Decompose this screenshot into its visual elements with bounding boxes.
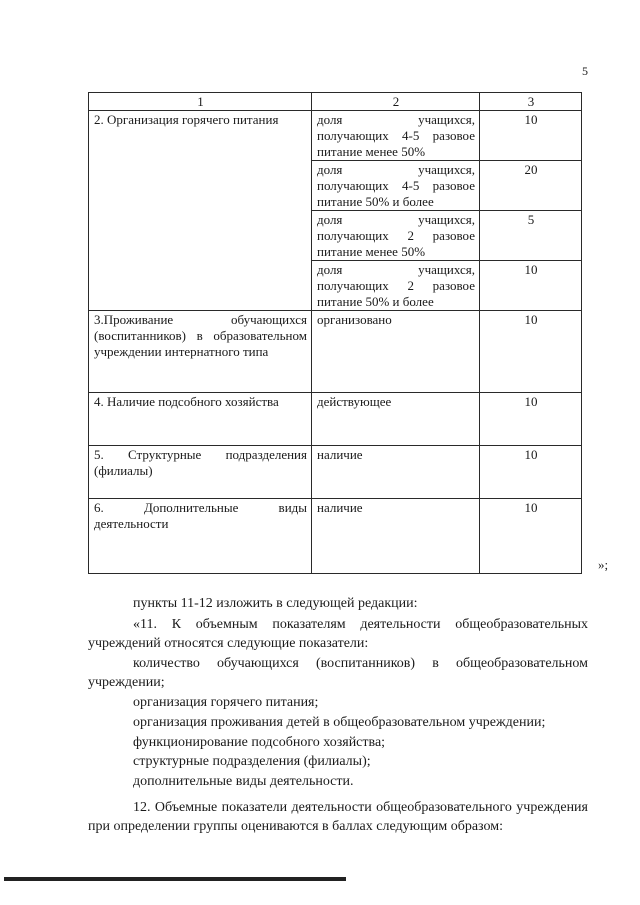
indicator-cell: доля учащихся, получающих 4-5 разовое питание менее 50% [312,111,480,161]
criterion-cell: 3.Проживание обучающихся (воспитанников) в образовательном учреждении интернатного типа [89,311,312,393]
table-header-row [89,93,582,111]
list-item: организация горячего питания; [133,695,319,710]
score-cell: 10 [480,499,582,574]
paragraph-12: 12. Объемные показатели деятельности общеобразовательного учреждения при определении группы оцениваются в баллах следующим образом: [88,800,588,834]
table-row [89,499,582,574]
table-row [89,111,582,161]
table-row [89,446,582,499]
list-item: дополнительные виды деятельности. [133,774,354,789]
criterion-cell: 2. Организация горячего питания [89,111,312,311]
criterion-cell: 5. Структурные подразделения (филиалы) [89,446,312,499]
list-item: организация проживания детей в общеобразовательном учреждении; [133,715,546,730]
closing-quote: »; [598,557,609,572]
list-item: количество обучающихся (воспитанников) в общеобразовательном учреждении; [88,656,588,690]
list-item: функционирование подсобного хозяйства; [133,735,386,750]
page-number: 5 [582,64,588,78]
paragraph-11: «11. К объемным показателям деятельности общеобразовательных учреждений относятся следующие показатели: [88,617,588,651]
indicator-cell: наличие [312,499,480,574]
indicator-cell: доля учащихся, получающих 2 разовое питание 50% и более [312,261,480,311]
score-cell: 5 [480,211,582,261]
score-cell: 10 [480,261,582,311]
score-cell: 10 [480,446,582,499]
score-cell: 10 [480,111,582,161]
header-col-3: 3 [480,93,582,111]
score-cell: 10 [480,311,582,393]
indicator-cell: действующее [312,393,480,446]
indicator-cell: организовано [312,311,480,393]
score-cell: 20 [480,161,582,211]
scan-edge-bar [4,877,346,881]
indicator-cell: наличие [312,446,480,499]
score-cell: 10 [480,393,582,446]
criteria-table [88,92,582,574]
table-row [89,311,582,393]
amendment-intro: пункты 11-12 изложить в следующей редакции: [133,596,418,611]
list-item: структурные подразделения (филиалы); [133,754,371,769]
header-col-2: 2 [312,93,480,111]
indicator-cell: доля учащихся, получающих 2 разовое питание менее 50% [312,211,480,261]
table-row [89,393,582,446]
indicator-cell: доля учащихся, получающих 4-5 разовое питание 50% и более [312,161,480,211]
criterion-cell: 6. Дополнительные виды деятельности [89,499,312,574]
criterion-cell: 4. Наличие подсобного хозяйства [89,393,312,446]
header-col-1: 1 [89,93,312,111]
